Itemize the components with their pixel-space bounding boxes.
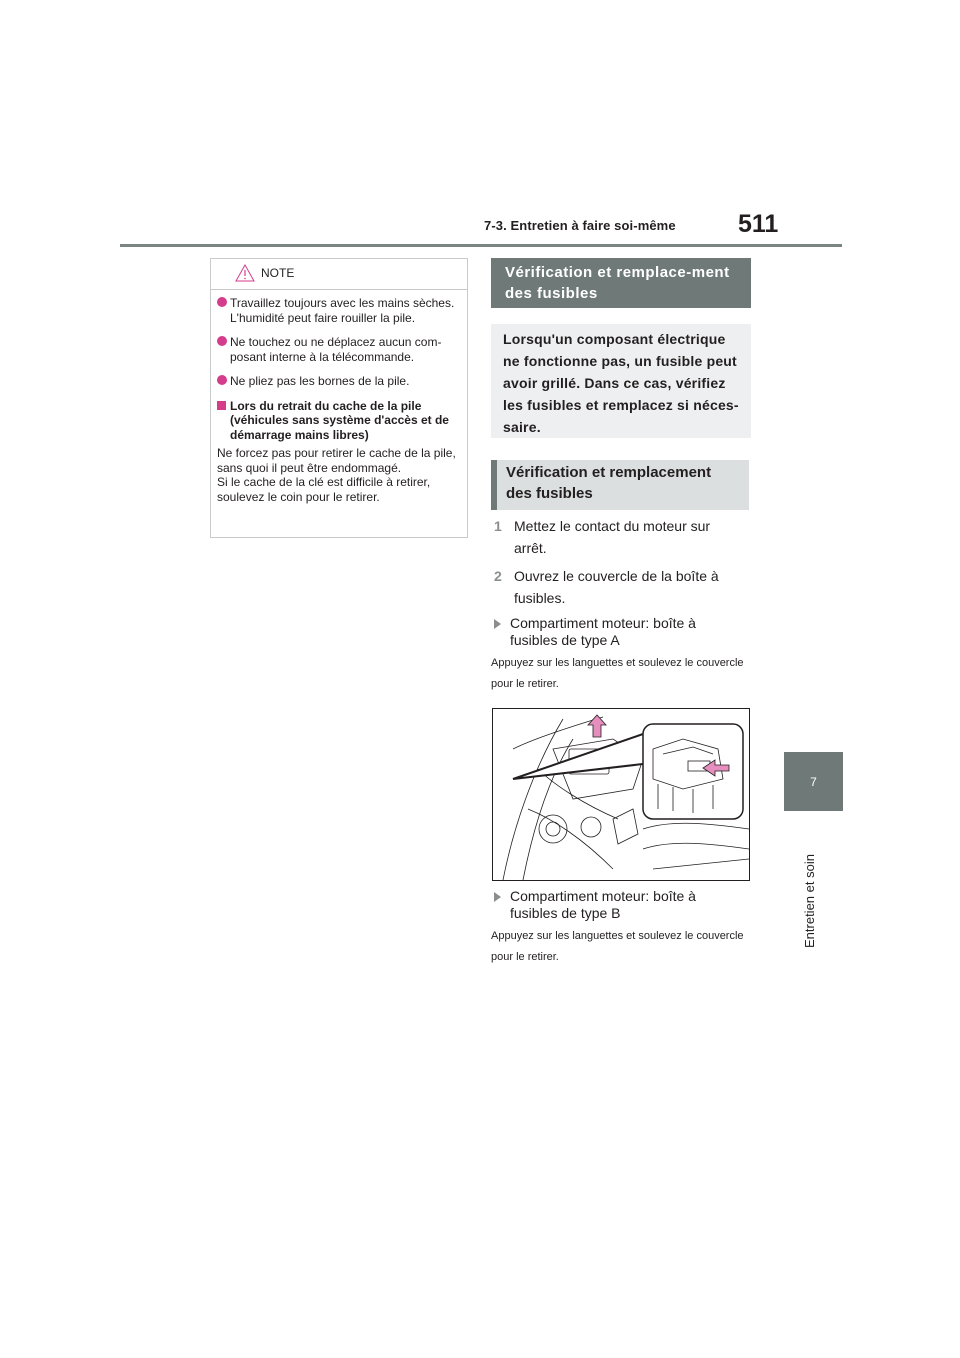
note-subheading (217, 399, 459, 443)
section-title: 7-3. Entretien à faire soi-même (484, 218, 676, 233)
step-number: 1 (494, 518, 502, 534)
note-item-text: Travaillez toujours avec les mains sèches. (230, 296, 455, 310)
type-b-label: Compartiment moteur: boîte à fusibles de type B (494, 888, 744, 922)
chapter-title: Entretien et soin (802, 854, 817, 948)
bullet-dot-icon (217, 297, 227, 307)
arrow-right-icon (494, 892, 501, 902)
note-item-text: L'humidité peut faire rouiller la pile. (230, 310, 416, 325)
chapter-side-label (800, 828, 822, 948)
step-text: Ouvrez le couvercle de la boîte à fusibles. (514, 568, 719, 606)
bullet-dot-icon (217, 336, 227, 346)
note-item (217, 335, 459, 364)
type-a-label: Compartiment moteur: boîte à fusibles de type A (494, 615, 744, 649)
note-item-text: Ne pliez pas les bornes de la pile. (230, 374, 410, 388)
bullet-square-icon (217, 401, 226, 410)
chapter-tab (784, 752, 843, 811)
step-text: Mettez le contact du moteur sur arrêt. (514, 518, 711, 556)
arrow-right-icon (494, 619, 501, 629)
note-paragraph: Si le cache de la clé est difficile à retirer, soulevez le coin pour le retirer. (217, 475, 431, 504)
header-rule (120, 244, 842, 247)
note-item (217, 374, 459, 389)
step-1 (494, 515, 744, 559)
note-header (211, 259, 467, 290)
warning-triangle-icon (235, 264, 255, 282)
note-body (211, 290, 467, 504)
type-b-instruction: Appuyez sur les languettes et soulevez le couvercle pour le retirer. (491, 930, 744, 963)
fuse-box-illustration (492, 708, 750, 881)
page-number: 511 (738, 210, 779, 238)
step-2 (494, 565, 744, 609)
note-title: NOTE (261, 266, 295, 280)
type-a-instruction: Appuyez sur les languettes et soulevez le couvercle pour le retirer. (491, 657, 744, 690)
step-number: 2 (494, 568, 502, 584)
note-box (210, 258, 468, 538)
note-item-text: Ne touchez ou ne déplacez aucun com-posant interne à la télécommande. (230, 335, 442, 364)
chapter-number: 7 (810, 774, 817, 789)
engine-compartment-image (493, 709, 749, 880)
bullet-dot-icon (217, 375, 227, 385)
section-heading: Vérification et remplace-ment des fusibles (491, 258, 751, 308)
note-subheading-text: Lors du retrait du cache de la pile (véhicules sans système d'accès et de démarrage mains libres) (230, 398, 449, 442)
intro-box: Lorsqu'un composant électrique ne fonctionne pas, un fusible peut avoir grillé. Dans ce cas, vérifiez les fusibles et remplacez si néces-saire. (491, 324, 751, 438)
note-item (217, 296, 459, 325)
subsection-heading: Vérification et remplacement des fusibles (491, 460, 749, 510)
note-paragraph: Ne forcez pas pour retirer le cache de la pile, sans quoi il peut être endommagé. (217, 446, 456, 475)
